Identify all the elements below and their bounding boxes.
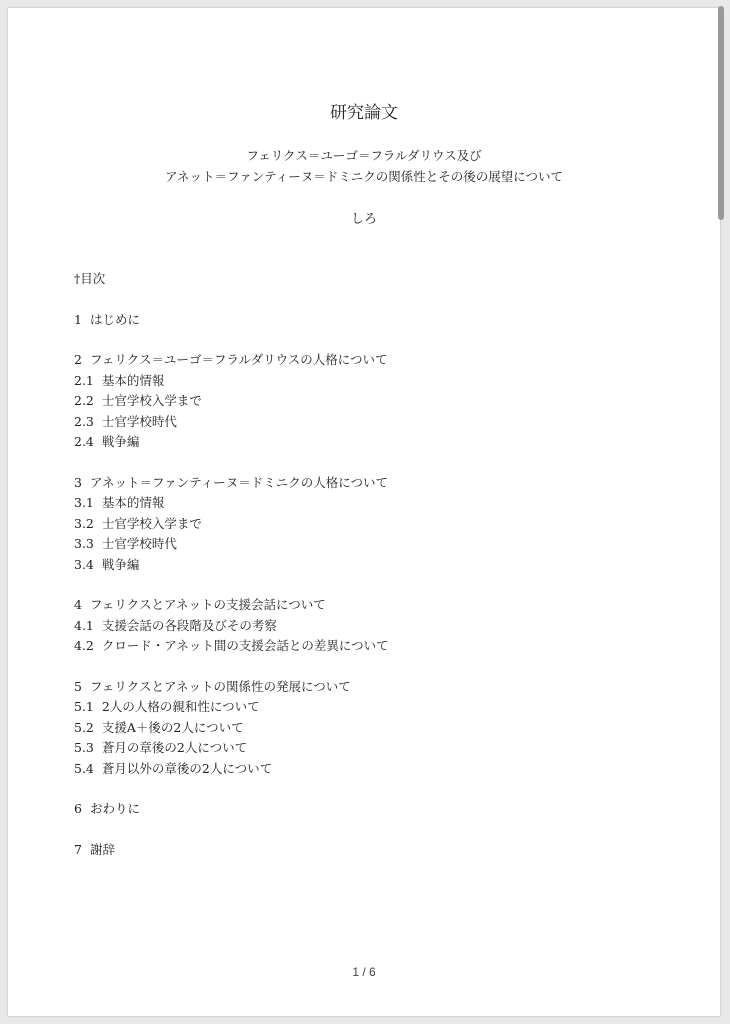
toc-subentry-number: 2.3 (74, 413, 94, 429)
toc-section (74, 840, 674, 861)
toc-subentry-label: 基本的情報 (101, 495, 165, 510)
toc-entry-number: 7 (74, 841, 82, 857)
toc-subentry[interactable] (74, 759, 674, 780)
toc-entry-label: アネット＝ファンティーヌ＝ドミニクの人格について (89, 474, 388, 490)
toc-subentry-label: 蒼月の章後の2人について (101, 740, 248, 755)
toc-subentry-label: 士官学校入学まで (101, 393, 202, 408)
scrollbar-thumb[interactable] (718, 6, 724, 220)
toc-entry-label: フェリクスとアネットの関係性の発展について (89, 678, 351, 694)
toc-subentry-number: 3.1 (74, 495, 94, 510)
toc-subentry-label: 支援A＋後の2人について (101, 719, 244, 735)
toc-section (74, 595, 674, 657)
toc-subentry[interactable] (74, 636, 674, 657)
toc-heading: †目次 (74, 271, 106, 286)
toc-section (74, 799, 674, 820)
toc-subentry-label: 支援会話の各段階及びその考察 (101, 617, 277, 633)
toc-entry[interactable] (74, 677, 674, 698)
toc-subentry-label: クロード・アネット間の支援会話との差異について (101, 638, 389, 653)
toc-subentry[interactable] (74, 555, 674, 576)
toc-section (74, 310, 674, 331)
toc-entry[interactable] (74, 799, 674, 820)
toc-entry-number: 6 (74, 801, 82, 816)
toc-subentry[interactable] (74, 697, 674, 718)
toc-subentry-number: 5.1 (74, 699, 94, 714)
toc-subentry-number: 3.4 (74, 556, 94, 572)
subtitle-line-2: アネット＝ファンティーヌ＝ドミニクの関係性とその後の展望について (164, 169, 563, 184)
toc-section (74, 677, 674, 780)
toc-subentry-label: 蒼月以外の章後の2人について (101, 760, 273, 776)
toc-subentry[interactable] (74, 534, 674, 555)
toc-entry[interactable] (74, 840, 674, 861)
toc-entry[interactable] (74, 595, 674, 616)
toc-entry-number: 4 (74, 597, 82, 612)
toc-subentry-number: 5.4 (74, 760, 94, 776)
toc-entry-label: フェリクス＝ユーゴ＝フラルダリウスの人格について (89, 352, 388, 367)
toc-subentry-number: 3.2 (74, 515, 94, 531)
toc-subentry-number: 5.2 (74, 719, 94, 735)
toc-section (74, 473, 674, 576)
subtitle-line-1: フェリクス＝ユーゴ＝フラルダリウス及び (246, 148, 482, 163)
toc-subentry-label: 基本的情報 (101, 372, 165, 388)
toc-entry-number: 2 (74, 352, 82, 367)
toc-entry-label: はじめに (89, 311, 140, 327)
toc-subentry[interactable] (74, 514, 674, 535)
toc-entry-number: 1 (74, 311, 82, 327)
toc-subentry[interactable] (74, 432, 674, 453)
toc-entry-number: 3 (74, 474, 82, 490)
toc-subentry[interactable] (74, 738, 674, 759)
toc-subentry-label: 士官学校時代 (101, 536, 177, 551)
toc-subentry-label: 士官学校入学まで (101, 515, 202, 531)
toc-subentry-number: 5.3 (74, 740, 94, 755)
toc-subentry[interactable] (74, 412, 674, 433)
document-page (8, 8, 720, 1016)
toc-subentry-label: 士官学校時代 (101, 413, 177, 429)
toc-subentry-number: 2.1 (74, 372, 94, 388)
toc-entry-label: フェリクスとアネットの支援会話について (89, 597, 326, 612)
toc-entry-label: おわりに (89, 801, 140, 816)
toc-section (74, 350, 674, 453)
toc-subentry[interactable] (74, 391, 674, 412)
toc-entry[interactable] (74, 310, 674, 331)
toc-entry-label: 謝辞 (89, 841, 115, 857)
toc-subentry-number: 4.2 (74, 638, 94, 653)
toc-entry[interactable] (74, 473, 674, 494)
toc-entry[interactable] (74, 350, 674, 371)
toc-subentry-number: 4.1 (74, 617, 94, 633)
page-number: 1 / 6 (352, 965, 376, 979)
toc-subentry-label: 戦争編 (101, 556, 140, 572)
toc-sections (74, 310, 674, 861)
toc-subentry-number: 2.4 (74, 434, 94, 449)
toc-subentry[interactable] (74, 718, 674, 739)
document-title: 研究論文 (330, 103, 398, 123)
table-of-contents (74, 269, 674, 880)
toc-subentry[interactable] (74, 371, 674, 392)
toc-subentry-number: 2.2 (74, 393, 94, 408)
toc-subentry[interactable] (74, 493, 674, 514)
toc-subentry[interactable] (74, 616, 674, 637)
author-name: しろ (350, 212, 377, 227)
toc-subentry-number: 3.3 (74, 536, 94, 551)
toc-subentry-label: 2人の人格の親和性について (101, 699, 260, 714)
toc-subentry-label: 戦争編 (101, 434, 140, 449)
toc-entry-number: 5 (74, 678, 82, 694)
